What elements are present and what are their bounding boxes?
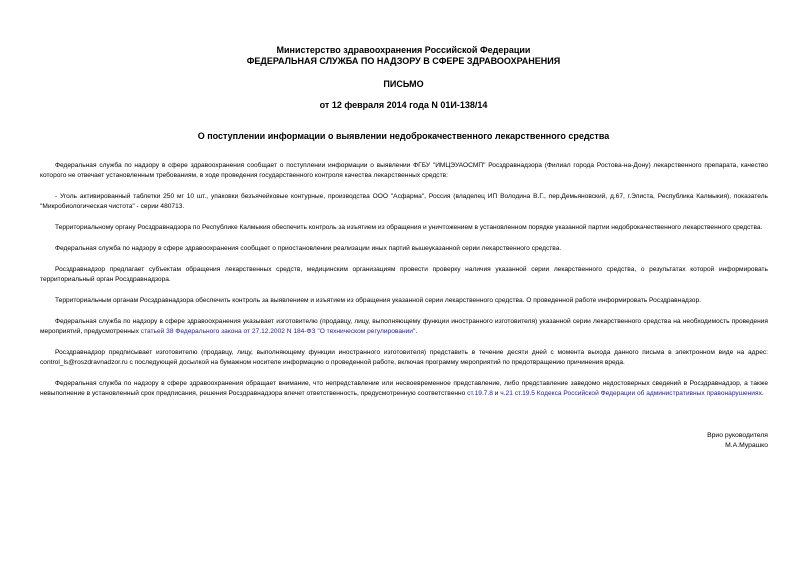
koap-rf-link[interactable]: Кодекса Российской Федерации об административных правонарушениях (536, 390, 762, 397)
letter-body (40, 161, 768, 410)
article-19-5-link[interactable]: ч.21 ст.19.5 (500, 390, 535, 397)
paragraph-4: Федеральная служба по надзору в сфере здравоохранения сообщает о приостановлении реализации иных партий вышеуказанной серии лекарственного средства. (55, 245, 562, 252)
paragraph-3: Территориальному органу Росздравнадзора по Республике Калмыкия обеспечить контроль за изъятием из обращения и уничтожением в установленном порядке указанной партии недоброкачественного лекарственного средства. (55, 224, 763, 231)
paragraph-9-conj: и (492, 390, 501, 397)
paragraph-9-end: . (761, 390, 764, 397)
signature-block (707, 431, 768, 451)
document-date-number: от 12 февраля 2014 года N 01И-138/14 (319, 100, 488, 110)
paragraph-8: Росздравнадзор предписывает изготовителю (продавцу, лицу, выполняющему функции иностранного изготовителя) представить в течение десяти дней с момента выхода данного письма в электронном виде на адрес: control_ls@roszdravnadzor.ru с последующей досылкой на бумажном носителе информацию о проведенной работе, включая программу мероприятий по предотвращению причинения вреда. (40, 349, 768, 366)
paragraph-7 (40, 317, 768, 337)
document-subject: О поступлении информации о выявлении недоброкачественного лекарственного средства (197, 131, 610, 141)
paragraph-7-text: Федеральная служба по надзору в сфере здравоохранения указывает изготовителю (продавцу, лицу, выполняющему функции иностранного изготовителя) указанной серии лекарственного средства на необходимость проведения мероприятий, предусмотренных (40, 318, 768, 335)
paragraph-1: Федеральная служба по надзору в сфере здравоохранения сообщает о поступлении информации о выявлении ФГБУ "ИМЦЭУАОСМП" Росздравнадзора (Филиал города Ростова-на-Дону) лекарственного препарата, качество которого не отвечает установленным требованиям, в ходе проведения государственного контроля качества лекарственных средств: (40, 162, 768, 179)
paragraph-6: Территориальным органам Росздравнадзора обеспечить контроль за выявлением и изъятием из обращения указанной серии лекарственного средства. О проведенной работе информировать Росздравнадзор. (55, 297, 701, 304)
paragraph-2: - Уголь активированный таблетки 250 мг 10 шт., упаковки безъячейковые контурные, производства ООО "Асфарма", Россия (владелец ИП Володина В.Г., пер.Демьяновский, д.67, г.Элиста, Республика Калмыкия), показатель "Микробиологическая чистота" - серии 480713. (40, 193, 768, 210)
law-184fz-link[interactable]: статьей 38 Федерального закона от 27.12.2002 N 184-ФЗ "О техническом регулировании" (140, 328, 416, 335)
service-name: ФЕДЕРАЛЬНАЯ СЛУЖБА ПО НАДЗОРУ В СФЕРЕ ЗДРАВООХРАНЕНИЯ (246, 55, 561, 66)
letter-header (0, 45, 807, 66)
signatory-position: Врио руководителя (707, 432, 768, 439)
paragraph-7-end: . (415, 328, 418, 335)
document-type: ПИСЬМО (383, 79, 424, 89)
paragraph-5: Росздравнадзор предлагает субъектам обращения лекарственных средств, медицинским организациям провести проверку наличия указанной серии лекарственного средства, о результатах которой информировать территориальный орган Росздравнадзора. (40, 266, 768, 283)
signatory-name: М.А.Мурашко (725, 442, 768, 449)
ministry-name: Министерство здравоохранения Российской Федерации (276, 45, 531, 55)
paragraph-9-text: Федеральная служба по надзору в сфере здравоохранения обращает внимание, что непредставление или несвоевременное представление, либо представление заведомо недостоверных сведений в Росздравнадзор, а также невыполнение в установленный срок предписания, решения Росздравнадзора влечет ответственность, предусмотренную соответственно (40, 380, 768, 397)
article-19-7-8-link[interactable]: ст.19.7.8 (467, 390, 493, 397)
paragraph-9 (40, 379, 768, 399)
